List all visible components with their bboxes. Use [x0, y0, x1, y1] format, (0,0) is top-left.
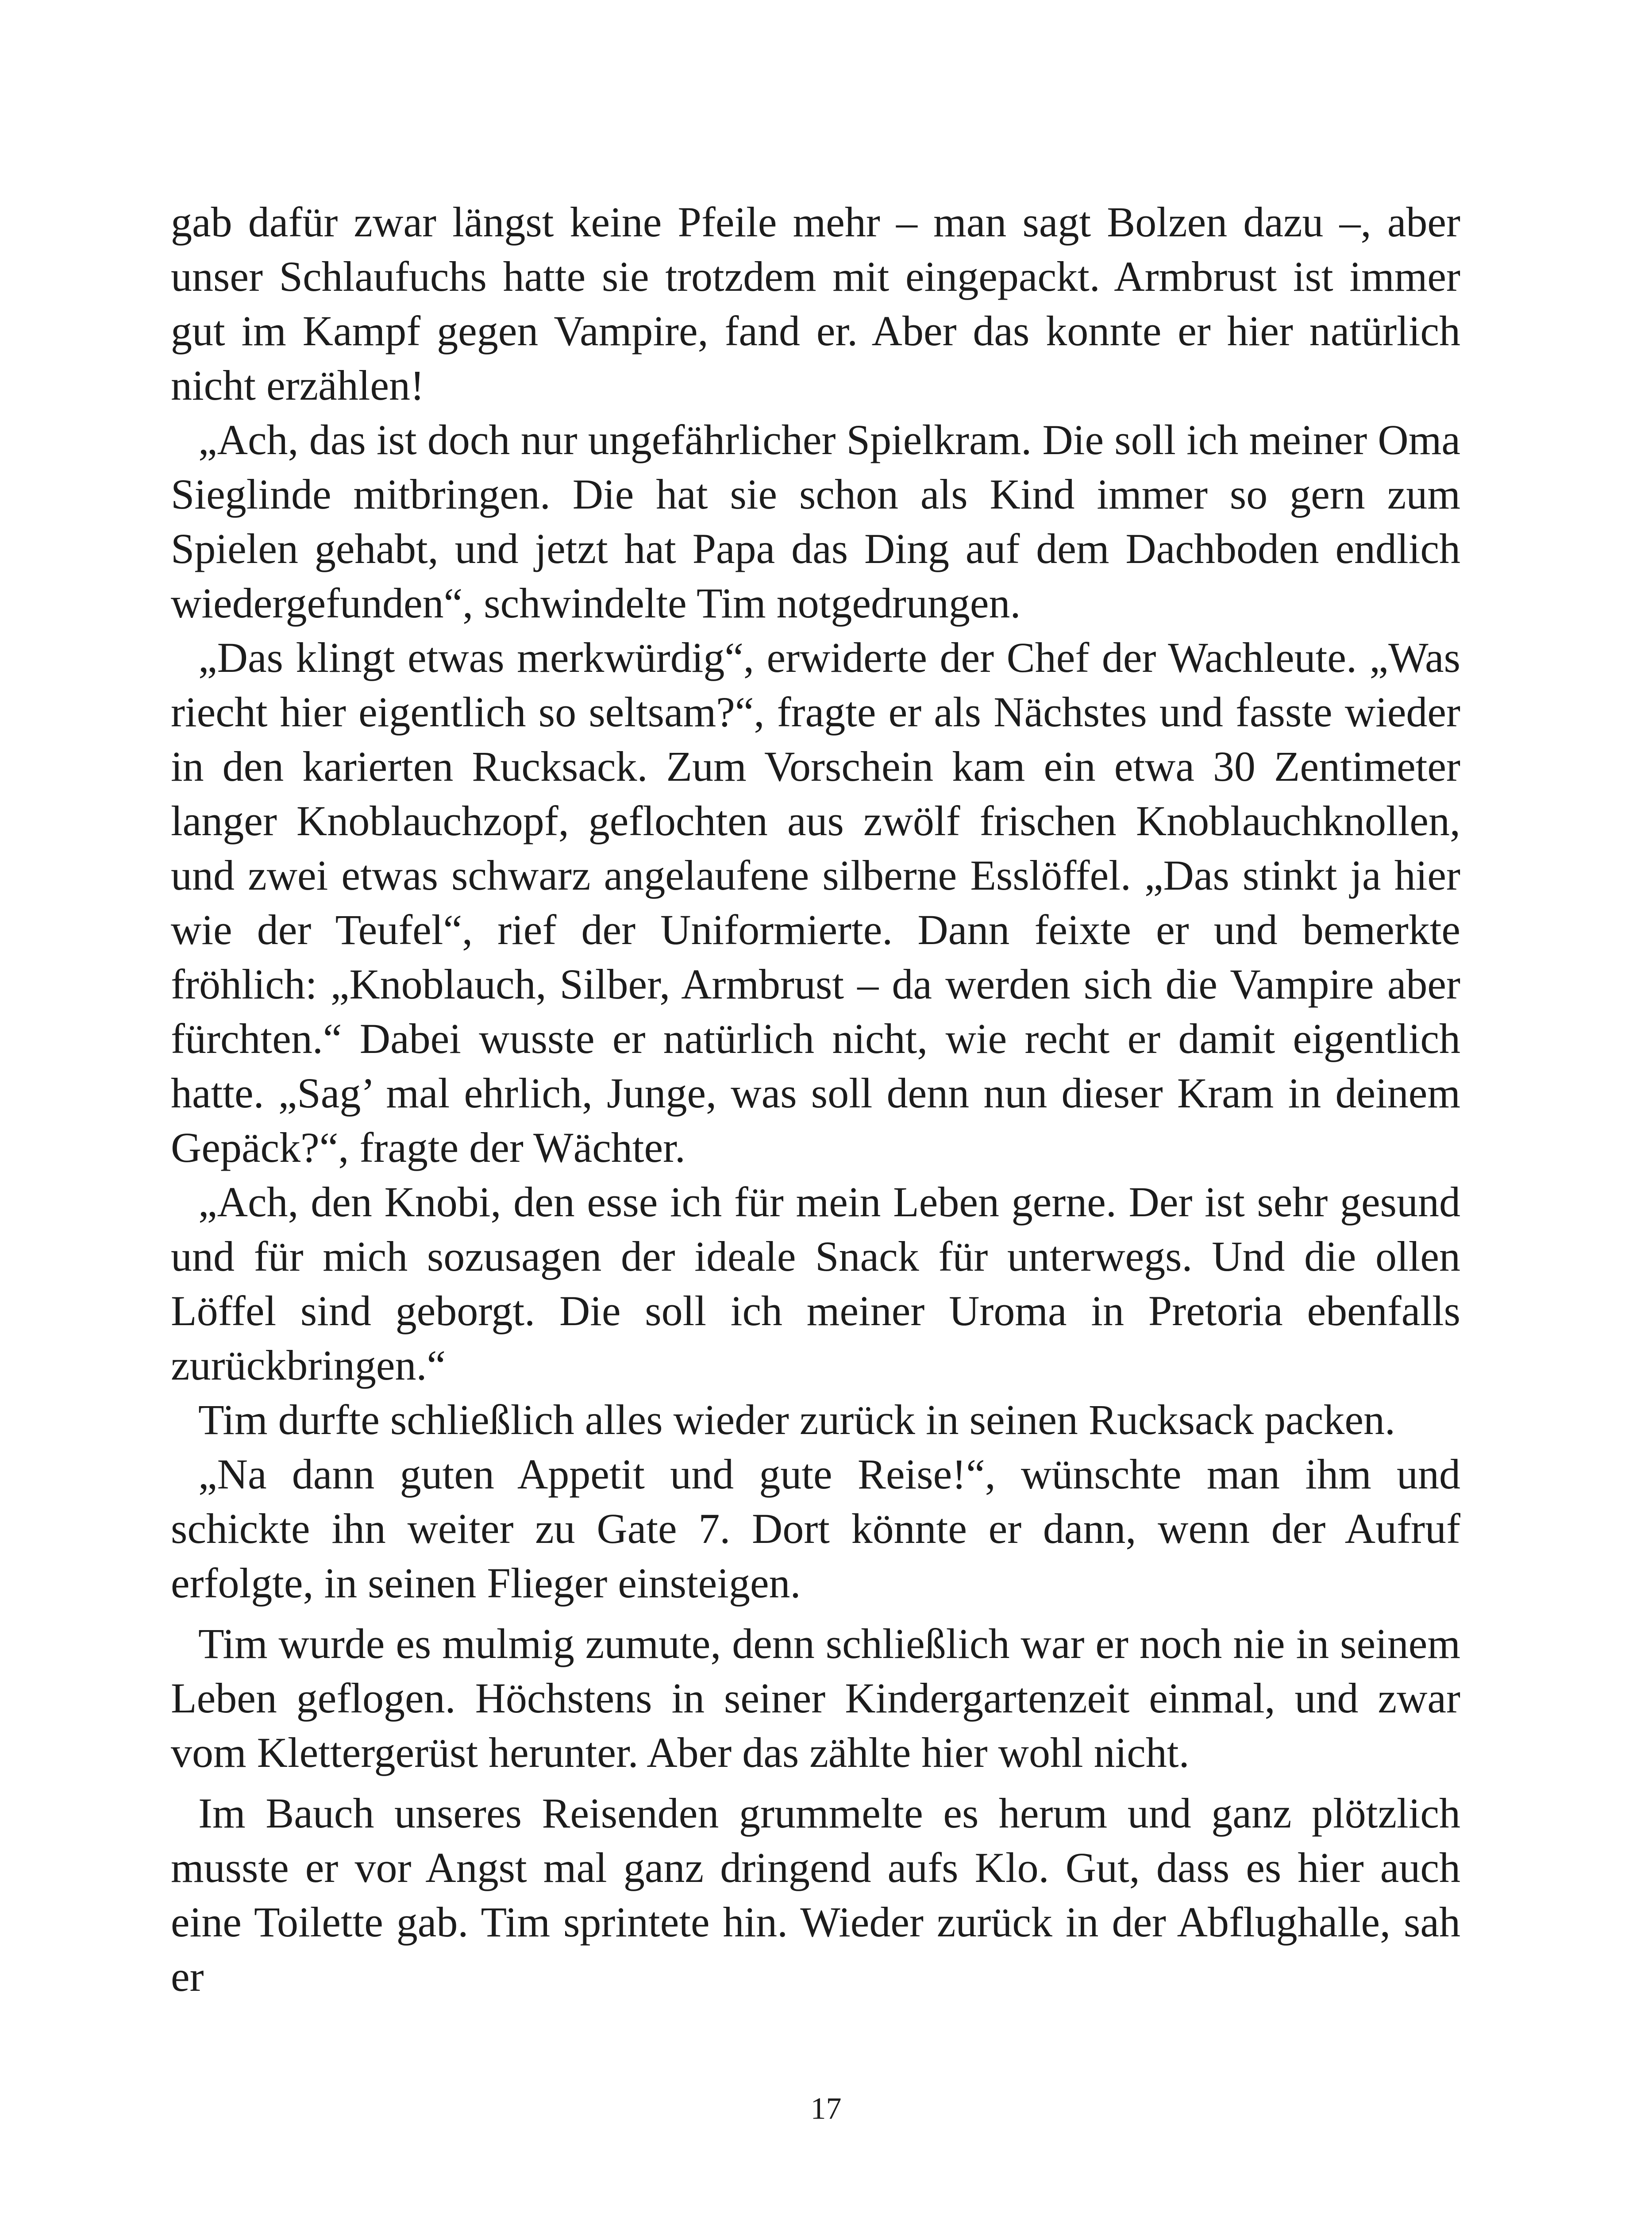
paragraph-8: Im Bauch unseres Reisenden grummelte es herum und ganz plötzlich musste er vor Angst mal ganz dringend aufs Klo. Gut, dass es hier auch eine Toilette gab. Tim sprintete hin. Wieder zurück in der Abflughalle, sah er: [171, 1789, 1460, 2000]
paragraph-6: „Na dann guten Appetit und gute Reise!“, wünschte man ihm und schickte ihn weiter zu Gate 7. Dort könnte er dann, wenn der Aufruf erfolgte, in seinen Flieger einsteigen.: [171, 1450, 1460, 1607]
body-text: [171, 195, 1460, 2004]
page-number: 17: [810, 2092, 842, 2126]
paragraph-1: gab dafür zwar längst keine Pfeile mehr – man sagt Bolzen dazu –, aber unser Schlaufuchs hatte sie trotzdem mit eingepackt. Armbrust ist immer gut im Kampf gegen Vampire, fand er. Aber das konnte er hier natürlich nicht erzählen!: [171, 198, 1460, 409]
paragraph-5: Tim durfte schließlich alles wieder zurück in seinen Rucksack packen.: [198, 1396, 1395, 1443]
paragraph-2: „Ach, das ist doch nur ungefährlicher Spielkram. Die soll ich meiner Oma Sieglinde mitbringen. Die hat sie schon als Kind immer so gern zum Spielen gehabt, und jetzt hat Papa das Ding auf dem Dachboden endlich wiedergefunden“, schwindelte Tim notgedrungen.: [171, 416, 1460, 627]
paragraph-4: „Ach, den Knobi, den esse ich für mein Leben gerne. Der ist sehr gesund und für mich sozusagen der ideale Snack für unterwegs. Und die ollen Löffel sind geborgt. Die soll ich meiner Uroma in Pretoria ebenfalls zurückbringen.“: [171, 1178, 1460, 1389]
paragraph-3: „Das klingt etwas merkwürdig“, erwiderte der Chef der Wachleute. „Was riecht hier eigentlich so seltsam?“, fragte er als Nächstes und fasste wieder in den karierten Rucksack. Zum Vorschein kam ein etwa 30 Zentimeter langer Knoblauchzopf, geflochten aus zwölf frischen Knoblauchknollen, und zwei etwas schwarz angelaufene silberne Esslöffel. „Das stinkt ja hier wie der Teufel“, rief der Uniformierte. Dann feixte er und bemerkte fröhlich: „Knoblauch, Silber, Armbrust – da werden sich die Vampire aber fürchten.“ Dabei wusste er natürlich nicht, wie recht er damit eigentlich hatte. „Sag’ mal ehrlich, Junge, was soll denn nun dieser Kram in deinem Gepäck?“, fragte der Wächter.: [171, 634, 1460, 1171]
paragraph-7: Tim wurde es mulmig zumute, denn schließlich war er noch nie in seinem Leben geflogen. Höchstens in seiner Kindergartenzeit einmal, und zwar vom Klettergerüst herunter. Aber das zählte hier wohl nicht.: [171, 1620, 1460, 1776]
